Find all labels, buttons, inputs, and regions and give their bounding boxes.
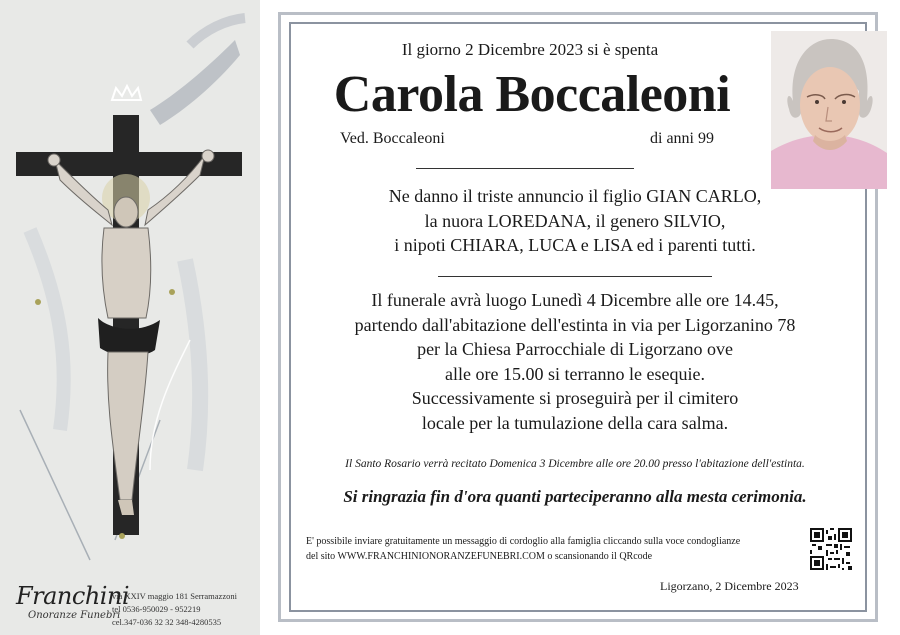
condolences-line: del sito WWW.FRANCHINIONORANZEFUNEBRI.COM o scansionando il QRcode: [306, 551, 653, 562]
announcement-block: [295, 184, 855, 258]
divider-line: [416, 168, 634, 169]
funeral-line: alle ore 15.00 si terranno le esequie.: [445, 363, 705, 384]
funeral-line: Successivamente si proseguirà per il cimitero: [411, 388, 739, 408]
crucifix-artwork-panel: [0, 0, 260, 635]
funeral-home-block: [12, 578, 257, 630]
death-intro-line: Il giorno 2 Dicembre 2023 si è spenta: [401, 40, 659, 59]
condolences-line: E' possibile inviare gratuitamente un messaggio di cordoglio alla famiglia cliccando sulla voce condoglianze: [306, 536, 741, 547]
deceased-name: Carola Boccaleoni: [333, 66, 731, 123]
condolences-note: [306, 534, 806, 564]
funeral-home-subtitle: Onoranze Funebri: [28, 610, 121, 621]
funeral-home-contacts: [112, 590, 237, 629]
funeral-home-phone: tel 0536-950029 - 952219: [112, 604, 201, 614]
announcement-line: Ne danno il triste annuncio il figlio GIAN CARLO,: [388, 186, 762, 206]
divider-line: [438, 276, 712, 277]
place-and-date: Ligorzano, 2 Dicembre 2023: [660, 579, 799, 593]
funeral-line: per la Chiesa Parrocchiale di Ligorzano ove: [417, 339, 733, 359]
announcement-line: i nipoti CHIARA, LUCA e LISA ed i parenti tutti.: [394, 235, 756, 255]
crucifix-illustration: [0, 0, 260, 635]
funeral-line: locale per la tumulazione della cara salma.: [421, 412, 729, 433]
thanks-line: Si ringrazia fin d'ora quanti parteciperanno alla mesta cerimonia.: [343, 487, 807, 506]
qr-code[interactable]: [810, 528, 852, 570]
age-label: di anni 99: [650, 130, 714, 147]
funeral-details-block: [295, 288, 855, 435]
funeral-home-address: via XXIV maggio 181 Serramazzoni: [112, 591, 237, 601]
funeral-line: partendo dall'abitazione dell'estinta in via per Ligorzanino 78: [354, 314, 796, 335]
announcement-line: la nuora LOREDANA, il genero SILVIO,: [424, 210, 726, 231]
funeral-home-mobile: cel.347-036 32 32 348-4280535: [112, 617, 222, 627]
widow-of-label: Ved. Boccaleoni: [340, 130, 445, 147]
funeral-home-logo: Franchini: [16, 582, 130, 610]
funeral-line: Il funerale avrà luogo Lunedì 4 Dicembre alle ore 14.45,: [371, 290, 779, 310]
deceased-photo: [771, 31, 887, 189]
rosary-note: Il Santo Rosario verrà recitato Domenica 3 Dicembre alle ore 20.00 presso l'abitazione dell'estinta.: [345, 458, 805, 470]
